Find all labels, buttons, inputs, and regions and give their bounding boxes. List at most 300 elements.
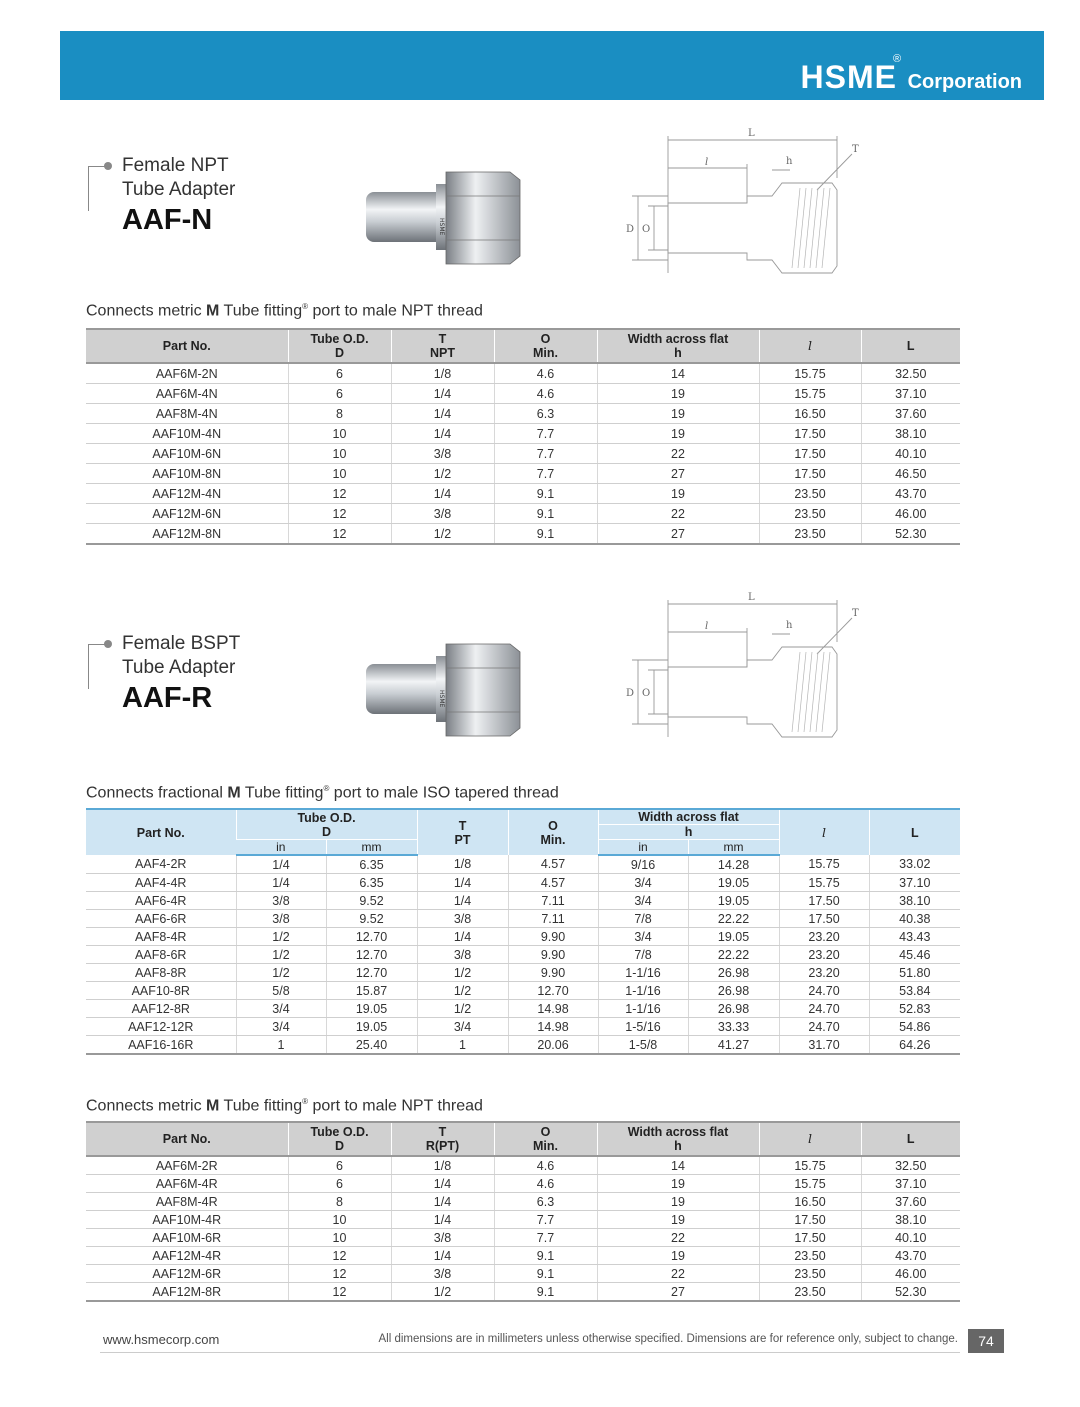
table-cell: 22 (597, 1229, 759, 1247)
part-number-cell: AAF12M-8N (86, 524, 288, 545)
table-cell: 1-5/16 (598, 1018, 688, 1036)
caption-text: port to male NPT thread (308, 1097, 483, 1115)
table-cell: 15.75 (779, 874, 869, 892)
part-number-cell: AAF12M-4N (86, 484, 288, 504)
dim-label-T: T (852, 144, 859, 155)
table-cell: 3/8 (391, 1229, 494, 1247)
part-number-cell: AAF12M-6R (86, 1265, 288, 1283)
caption-text: Connects metric (86, 1097, 207, 1115)
table-cell: 19.05 (688, 892, 779, 910)
col-header-tube-od: Tube O.D. D (288, 329, 391, 363)
table-cell: 1/4 (236, 855, 326, 874)
table-cell: 6 (288, 384, 391, 404)
title-bullet-icon (104, 640, 112, 648)
footer-website-link[interactable]: www.hsmecorp.com (103, 1332, 220, 1347)
table-cell: 17.50 (779, 892, 869, 910)
table-cell: 37.10 (861, 384, 960, 404)
table-cell: 4.57 (508, 855, 598, 874)
table-row (86, 855, 960, 874)
table-cell: 1-1/16 (598, 1000, 688, 1018)
caption-text: Tube fitting (219, 302, 303, 320)
table-cell: 9.52 (326, 892, 417, 910)
table-row (86, 504, 960, 524)
table-cell: 3/8 (391, 1265, 494, 1283)
part-number-cell: AAF8-6R (86, 946, 236, 964)
table-cell: 12 (288, 504, 391, 524)
table-cell: 46.00 (861, 1265, 960, 1283)
table-cell: 1/4 (417, 928, 508, 946)
table-cell: 23.50 (759, 524, 861, 545)
caption-mark: ® (302, 1097, 308, 1106)
table-row (86, 1000, 960, 1018)
part-number-cell: AAF6M-2R (86, 1156, 288, 1175)
table-cell: 4.6 (494, 1156, 597, 1175)
table-cell: 23.20 (779, 928, 869, 946)
table-cell: 24.70 (779, 1018, 869, 1036)
table-cell: 19.05 (326, 1018, 417, 1036)
col-header-tube-in: in (236, 840, 326, 856)
section1-product-code: AAF-N (122, 204, 213, 236)
table-cell: 9/16 (598, 855, 688, 874)
header-banner (60, 31, 1044, 100)
table-cell: 38.10 (861, 1211, 960, 1229)
brand-suffix: Corporation (907, 71, 1022, 93)
table-cell: 9.1 (494, 1265, 597, 1283)
part-number-cell: AAF10-8R (86, 982, 236, 1000)
dim-label-D: D (626, 688, 635, 699)
part-number-cell: AAF12M-6N (86, 504, 288, 524)
caption-text: Connects fractional (86, 784, 228, 802)
dim-label-L: L (748, 128, 755, 139)
table-row (86, 1175, 960, 1193)
table-cell: 7.11 (508, 892, 598, 910)
dim-label-O: O (642, 224, 651, 235)
table-cell: 3/8 (236, 892, 326, 910)
part-number-cell: AAF12M-8R (86, 1283, 288, 1302)
table-cell: 1/2 (236, 928, 326, 946)
col-header-tube-mm: mm (326, 840, 417, 856)
table-cell: 10 (288, 444, 391, 464)
table-cell: 22 (597, 504, 759, 524)
table-cell: 23.50 (759, 1283, 861, 1302)
table-cell: 1/2 (417, 1000, 508, 1018)
table-cell: 9.52 (326, 910, 417, 928)
section2-subtitle-2: Tube Adapter (122, 657, 236, 678)
table-cell: 6 (288, 1156, 391, 1175)
table-cell: 45.46 (869, 946, 960, 964)
table-cell: 1/2 (391, 464, 494, 484)
table-cell: 32.50 (861, 1156, 960, 1175)
table-cell: 1/8 (417, 855, 508, 874)
part-number-cell: AAF10M-8N (86, 464, 288, 484)
table-cell: 33.02 (869, 855, 960, 874)
table-cell: 4.57 (508, 874, 598, 892)
table-cell: 6 (288, 363, 391, 384)
table-cell: 37.10 (869, 874, 960, 892)
section3-caption (86, 1097, 483, 1115)
section3-spec-table (86, 1121, 960, 1302)
table-cell: 25.40 (326, 1036, 417, 1055)
table-cell: 3/8 (417, 946, 508, 964)
caption-bold: M (206, 1097, 220, 1115)
table-cell: 1/4 (391, 1193, 494, 1211)
table-cell: 38.10 (869, 892, 960, 910)
table-cell: 23.50 (759, 504, 861, 524)
table-cell: 32.50 (861, 363, 960, 384)
table-row (86, 404, 960, 424)
table-row (86, 363, 960, 384)
table-cell: 1/4 (391, 1211, 494, 1229)
caption-text: Tube fitting (219, 1097, 303, 1115)
col-header-part: Part No. (86, 1122, 288, 1156)
table-cell: 41.27 (688, 1036, 779, 1055)
part-number-cell: AAF16-16R (86, 1036, 236, 1055)
table-row (86, 910, 960, 928)
table-cell: 22 (597, 444, 759, 464)
table-cell: 54.86 (869, 1018, 960, 1036)
table-cell: 7.7 (494, 444, 597, 464)
col-header-width: Width across flat h (597, 1122, 759, 1156)
table-cell: 1/4 (391, 404, 494, 424)
table-cell: 16.50 (759, 404, 861, 424)
caption-bold: M (206, 302, 220, 320)
table-cell: 9.1 (494, 1283, 597, 1302)
caption-text: Connects metric (86, 302, 207, 320)
table-row (86, 946, 960, 964)
part-number-cell: AAF6M-4N (86, 384, 288, 404)
table-cell: 7.7 (494, 424, 597, 444)
col-header-o: O Min. (494, 1122, 597, 1156)
table-cell: 19 (597, 484, 759, 504)
table-cell: 24.70 (779, 1000, 869, 1018)
table-cell: 1/8 (391, 363, 494, 384)
table-cell: 1/4 (417, 892, 508, 910)
table-cell: 22.22 (688, 946, 779, 964)
table-row (86, 444, 960, 464)
table-cell: 52.83 (869, 1000, 960, 1018)
table-row (86, 524, 960, 545)
table-cell: 22.22 (688, 910, 779, 928)
part-number-cell: AAF10M-6N (86, 444, 288, 464)
table-cell: 26.98 (688, 1000, 779, 1018)
col-header-l: l (759, 1122, 861, 1156)
dim-label-h: h (786, 620, 793, 631)
col-header-part: Part No. (86, 329, 288, 363)
table-row (86, 1265, 960, 1283)
table-cell: 3/8 (391, 444, 494, 464)
table-row (86, 484, 960, 504)
table-cell: 27 (597, 1283, 759, 1302)
table-cell: 9.1 (494, 484, 597, 504)
table-cell: 10 (288, 424, 391, 444)
table-cell: 43.43 (869, 928, 960, 946)
dim-label-D: D (626, 224, 635, 235)
table-cell: 6.3 (494, 1193, 597, 1211)
table-cell: 12.70 (326, 964, 417, 982)
section1-subtitle-1: Female NPT (122, 155, 229, 176)
table-cell: 15.75 (759, 1175, 861, 1193)
col-header-width: Width across flat h (597, 329, 759, 363)
table-cell: 12 (288, 1247, 391, 1265)
table-cell: 3/8 (417, 910, 508, 928)
table-cell: 10 (288, 464, 391, 484)
table-row (86, 1193, 960, 1211)
table-cell: 19.05 (688, 874, 779, 892)
table-cell: 1/4 (391, 384, 494, 404)
table-cell: 53.84 (869, 982, 960, 1000)
table-cell: 19 (597, 424, 759, 444)
table-cell: 43.70 (861, 1247, 960, 1265)
section2-caption (86, 784, 559, 802)
section1-product-photo (360, 166, 530, 270)
table-row (86, 928, 960, 946)
dim-label-T: T (852, 608, 859, 619)
table-cell: 15.75 (759, 363, 861, 384)
dim-label-l: l (705, 157, 709, 168)
table-cell: 6.35 (326, 874, 417, 892)
table-cell: 1/2 (391, 524, 494, 545)
title-bracket (88, 166, 107, 211)
table-cell: 3/4 (236, 1000, 326, 1018)
table-cell: 9.1 (494, 504, 597, 524)
section2-photo-mark: HSME (438, 690, 445, 708)
table-cell: 17.50 (759, 424, 861, 444)
table-cell: 1/4 (236, 874, 326, 892)
table-cell: 14.98 (508, 1000, 598, 1018)
table-cell: 9.1 (494, 1247, 597, 1265)
section3-table-body (86, 1156, 960, 1301)
table-cell: 37.60 (861, 1193, 960, 1211)
table-cell: 1/2 (417, 964, 508, 982)
table-cell: 40.10 (861, 444, 960, 464)
table-row (86, 982, 960, 1000)
part-number-cell: AAF8-8R (86, 964, 236, 982)
table-cell: 7/8 (598, 910, 688, 928)
footer-divider (100, 1352, 960, 1353)
table-cell: 52.30 (861, 1283, 960, 1302)
table-cell: 17.50 (759, 1229, 861, 1247)
table-cell: 27 (597, 524, 759, 545)
table-cell: 37.60 (861, 404, 960, 424)
table-cell: 23.50 (759, 1247, 861, 1265)
col-header-width-mm: mm (688, 840, 779, 856)
table-cell: 3/4 (236, 1018, 326, 1036)
table-cell: 17.50 (759, 1211, 861, 1229)
part-number-cell: AAF12M-4R (86, 1247, 288, 1265)
table-cell: 15.75 (759, 1156, 861, 1175)
table-cell: 52.30 (861, 524, 960, 545)
table-cell: 10 (288, 1211, 391, 1229)
page-number: 74 (968, 1329, 1004, 1353)
table-cell: 19.05 (688, 928, 779, 946)
table-row (86, 464, 960, 484)
table-cell: 19 (597, 404, 759, 424)
table-cell: 12 (288, 1265, 391, 1283)
table-cell: 8 (288, 404, 391, 424)
table-cell: 15.75 (779, 855, 869, 874)
section2-table-body (86, 855, 960, 1054)
part-number-cell: AAF6M-4R (86, 1175, 288, 1193)
col-header-tube-od: Tube O.D. D (236, 809, 417, 840)
table-cell: 40.10 (861, 1229, 960, 1247)
table-cell: 43.70 (861, 484, 960, 504)
table-cell: 17.50 (779, 910, 869, 928)
table-cell: 9.1 (494, 524, 597, 545)
caption-bold: M (227, 784, 241, 802)
table-cell: 1/2 (391, 1283, 494, 1302)
section1-dimension-drawing (612, 128, 872, 283)
table-cell: 1/4 (391, 1175, 494, 1193)
part-number-cell: AAF6-4R (86, 892, 236, 910)
table-cell: 23.50 (759, 484, 861, 504)
table-cell: 33.33 (688, 1018, 779, 1036)
table-row (86, 892, 960, 910)
table-row (86, 1229, 960, 1247)
table-cell: 24.70 (779, 982, 869, 1000)
table-cell: 7.11 (508, 910, 598, 928)
part-number-cell: AAF10M-4N (86, 424, 288, 444)
dim-label-O: O (642, 688, 651, 699)
table-cell: 3/4 (598, 928, 688, 946)
part-number-cell: AAF12-8R (86, 1000, 236, 1018)
table-cell: 14.28 (688, 855, 779, 874)
table-cell: 19 (597, 1193, 759, 1211)
table-row (86, 1018, 960, 1036)
table-cell: 1/2 (236, 946, 326, 964)
section2-subtitle-1: Female BSPT (122, 633, 241, 654)
table-cell: 14 (597, 363, 759, 384)
section1-subtitle-2: Tube Adapter (122, 179, 236, 200)
col-header-width: Width across flat h (598, 809, 779, 840)
table-cell: 14.98 (508, 1018, 598, 1036)
table-cell: 9.90 (508, 946, 598, 964)
table-row (86, 424, 960, 444)
table-cell: 64.26 (869, 1036, 960, 1055)
part-number-cell: AAF8M-4N (86, 404, 288, 424)
table-cell: 12.70 (326, 928, 417, 946)
table-cell: 40.38 (869, 910, 960, 928)
table-cell: 1/4 (391, 484, 494, 504)
table-cell: 3/8 (236, 910, 326, 928)
table-row (86, 384, 960, 404)
col-header-L: L (861, 1122, 960, 1156)
table-cell: 1/2 (417, 982, 508, 1000)
table-cell: 17.50 (759, 444, 861, 464)
brand-registered-mark: ® (893, 53, 902, 65)
table-cell: 12 (288, 484, 391, 504)
part-number-cell: AAF10M-6R (86, 1229, 288, 1247)
table-cell: 20.06 (508, 1036, 598, 1055)
table-row (86, 1283, 960, 1302)
table-cell: 6.35 (326, 855, 417, 874)
part-number-cell: AAF4-2R (86, 855, 236, 874)
brand-logo (800, 53, 1022, 96)
part-number-cell: AAF10M-4R (86, 1211, 288, 1229)
table-row (86, 964, 960, 982)
table-cell: 19 (597, 1211, 759, 1229)
table-row (86, 1036, 960, 1055)
col-header-t: T PT (417, 809, 508, 855)
table-cell: 3/4 (417, 1018, 508, 1036)
col-header-t: T NPT (391, 329, 494, 363)
table-cell: 23.50 (759, 1265, 861, 1283)
table-cell: 12 (288, 1283, 391, 1302)
table-cell: 14 (597, 1156, 759, 1175)
table-cell: 19 (597, 1175, 759, 1193)
table-row (86, 874, 960, 892)
table-cell: 6.3 (494, 404, 597, 424)
part-number-cell: AAF6M-2N (86, 363, 288, 384)
table-cell: 51.80 (869, 964, 960, 982)
table-cell: 23.20 (779, 964, 869, 982)
table-cell: 7.7 (494, 464, 597, 484)
caption-text: port to male NPT thread (308, 302, 483, 320)
title-bullet-icon (104, 162, 112, 170)
section2-dimension-drawing (612, 592, 872, 747)
caption-mark: ® (302, 302, 308, 311)
section1-table-body (86, 363, 960, 544)
dim-label-L: L (748, 592, 755, 603)
table-cell: 4.6 (494, 1175, 597, 1193)
brand-name: HSME (800, 59, 897, 95)
table-row (86, 1211, 960, 1229)
section1-photo-mark: HSME (438, 218, 445, 236)
table-cell: 12.70 (326, 946, 417, 964)
table-cell: 23.20 (779, 946, 869, 964)
table-cell: 1-5/8 (598, 1036, 688, 1055)
table-cell: 17.50 (759, 464, 861, 484)
part-number-cell: AAF8M-4R (86, 1193, 288, 1211)
section2-spec-table (86, 808, 960, 1055)
table-cell: 1/4 (417, 874, 508, 892)
col-header-o: O Min. (508, 809, 598, 855)
table-cell: 8 (288, 1193, 391, 1211)
section1-spec-table (86, 328, 960, 545)
col-header-t: T R(PT) (391, 1122, 494, 1156)
table-cell: 6 (288, 1175, 391, 1193)
part-number-cell: AAF4-4R (86, 874, 236, 892)
table-cell: 19 (597, 1247, 759, 1265)
table-cell: 12 (288, 524, 391, 545)
table-cell: 1 (417, 1036, 508, 1055)
col-header-L: L (869, 809, 960, 855)
table-cell: 38.10 (861, 424, 960, 444)
col-header-l: l (759, 329, 861, 363)
col-header-L: L (861, 329, 960, 363)
caption-text: Tube fitting (240, 784, 324, 802)
table-cell: 15.87 (326, 982, 417, 1000)
table-cell: 26.98 (688, 982, 779, 1000)
table-cell: 19.05 (326, 1000, 417, 1018)
table-row (86, 1156, 960, 1175)
table-cell: 16.50 (759, 1193, 861, 1211)
table-cell: 1/8 (391, 1156, 494, 1175)
section2-product-code: AAF-R (122, 682, 213, 714)
table-cell: 10 (288, 1229, 391, 1247)
col-header-width-in: in (598, 840, 688, 856)
title-bracket (88, 644, 107, 689)
footer-disclaimer: All dimensions are in millimeters unless otherwise specified. Dimensions are for reference only, subject to change. (378, 1333, 958, 1345)
table-cell: 1/4 (391, 424, 494, 444)
table-cell: 3/4 (598, 874, 688, 892)
col-header-l: l (779, 809, 869, 855)
table-cell: 12.70 (508, 982, 598, 1000)
section1-caption (86, 302, 483, 320)
table-cell: 5/8 (236, 982, 326, 1000)
caption-text: port to male ISO tapered thread (329, 784, 559, 802)
table-cell: 1-1/16 (598, 964, 688, 982)
table-cell: 37.10 (861, 1175, 960, 1193)
